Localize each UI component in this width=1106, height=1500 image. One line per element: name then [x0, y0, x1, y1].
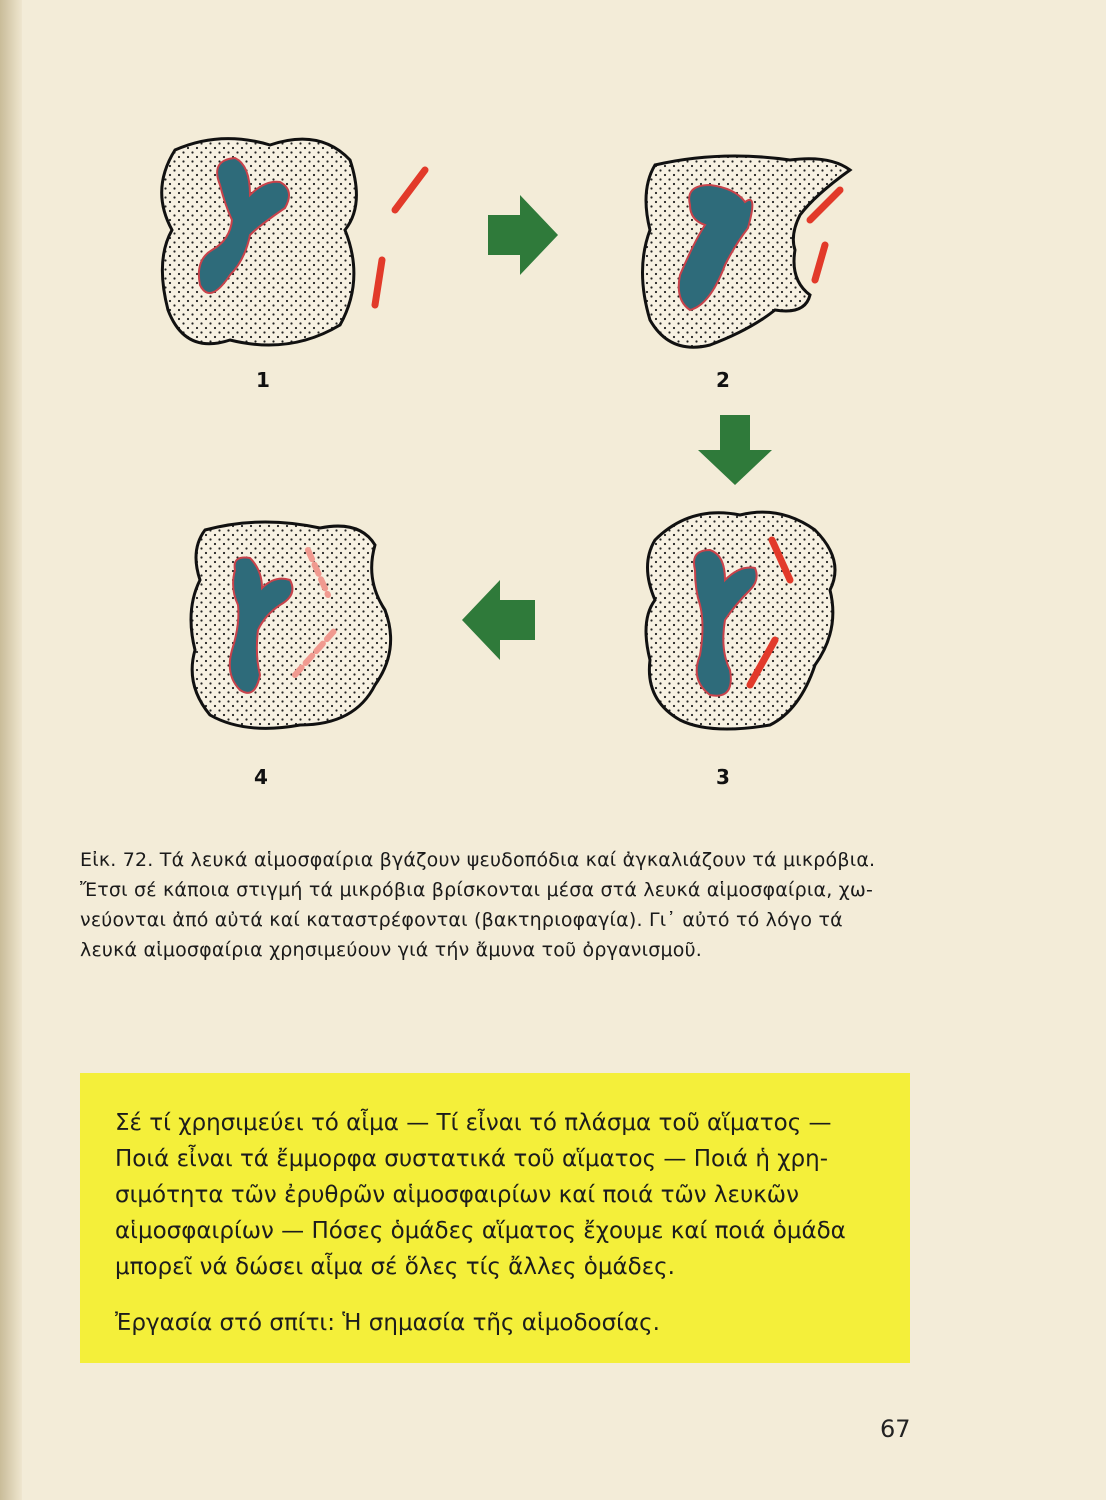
question-line: μπορεῖ νά δώσει αἷμα σέ ὅλες τίς ἄλλες ὁμάδες.	[115, 1254, 675, 1280]
white-blood-cell-2	[643, 156, 851, 347]
arrow-right-icon	[488, 195, 558, 275]
caption-line: νεύονται ἀπό αὐτά καί καταστρέφονται (βακτηριοφαγία). Γι᾽ αὐτό τό λόγο τά	[80, 909, 843, 931]
panel-label-4: 4	[254, 765, 268, 789]
review-questions	[115, 1105, 885, 1285]
white-blood-cell-4	[191, 522, 391, 728]
page-edge	[0, 0, 22, 1500]
phagocytosis-figure	[150, 110, 880, 800]
white-blood-cell-1	[162, 139, 357, 345]
question-line: σιμότητα τῶν ἐρυθρῶν αἱμοσφαιρίων καί ποιά τῶν λευκῶν	[115, 1182, 799, 1208]
panel-label-1: 1	[256, 368, 270, 392]
arrow-down-icon	[698, 415, 772, 485]
question-line: αἱμοσφαιρίων — Πόσες ὁμάδες αἵματος ἔχουμε καί ποιά ὁμάδα	[115, 1218, 846, 1244]
caption-line: λευκά αἱμοσφαίρια χρησιμεύουν γιά τήν ἄμυνα τοῦ ὀργανισμοῦ.	[80, 939, 703, 961]
panel-label-2: 2	[716, 368, 730, 392]
arrow-left-icon	[462, 580, 535, 660]
question-line: Ποιά εἶναι τά ἔμμορφα συστατικά τοῦ αἵματος — Ποιά ἡ χρη-	[115, 1146, 828, 1172]
homework-assignment: Ἐργασία στό σπίτι: Ἡ σημασία τῆς αἱμοδοσίας.	[115, 1310, 660, 1336]
panel-label-3: 3	[716, 765, 730, 789]
microbes-2	[810, 190, 840, 280]
figure-caption	[80, 845, 930, 965]
question-line: Σέ τί χρησιμεύει τό αἷμα — Τί εἶναι τό πλάσμα τοῦ αἵματος —	[115, 1110, 832, 1136]
white-blood-cell-3	[646, 512, 835, 729]
microbes-1	[375, 170, 425, 305]
page-number: 67	[880, 1415, 911, 1443]
caption-line: Ἔτσι σέ κάποια στιγμή τά μικρόβια βρίσκονται μέσα στά λευκά αἱμοσφαίρια, χω-	[80, 879, 874, 901]
caption-line: Εἰκ. 72. Τά λευκά αἱμοσφαίρια βγάζουν ψευδοπόδια καί ἀγκαλιάζουν τά μικρόβια.	[80, 849, 876, 871]
